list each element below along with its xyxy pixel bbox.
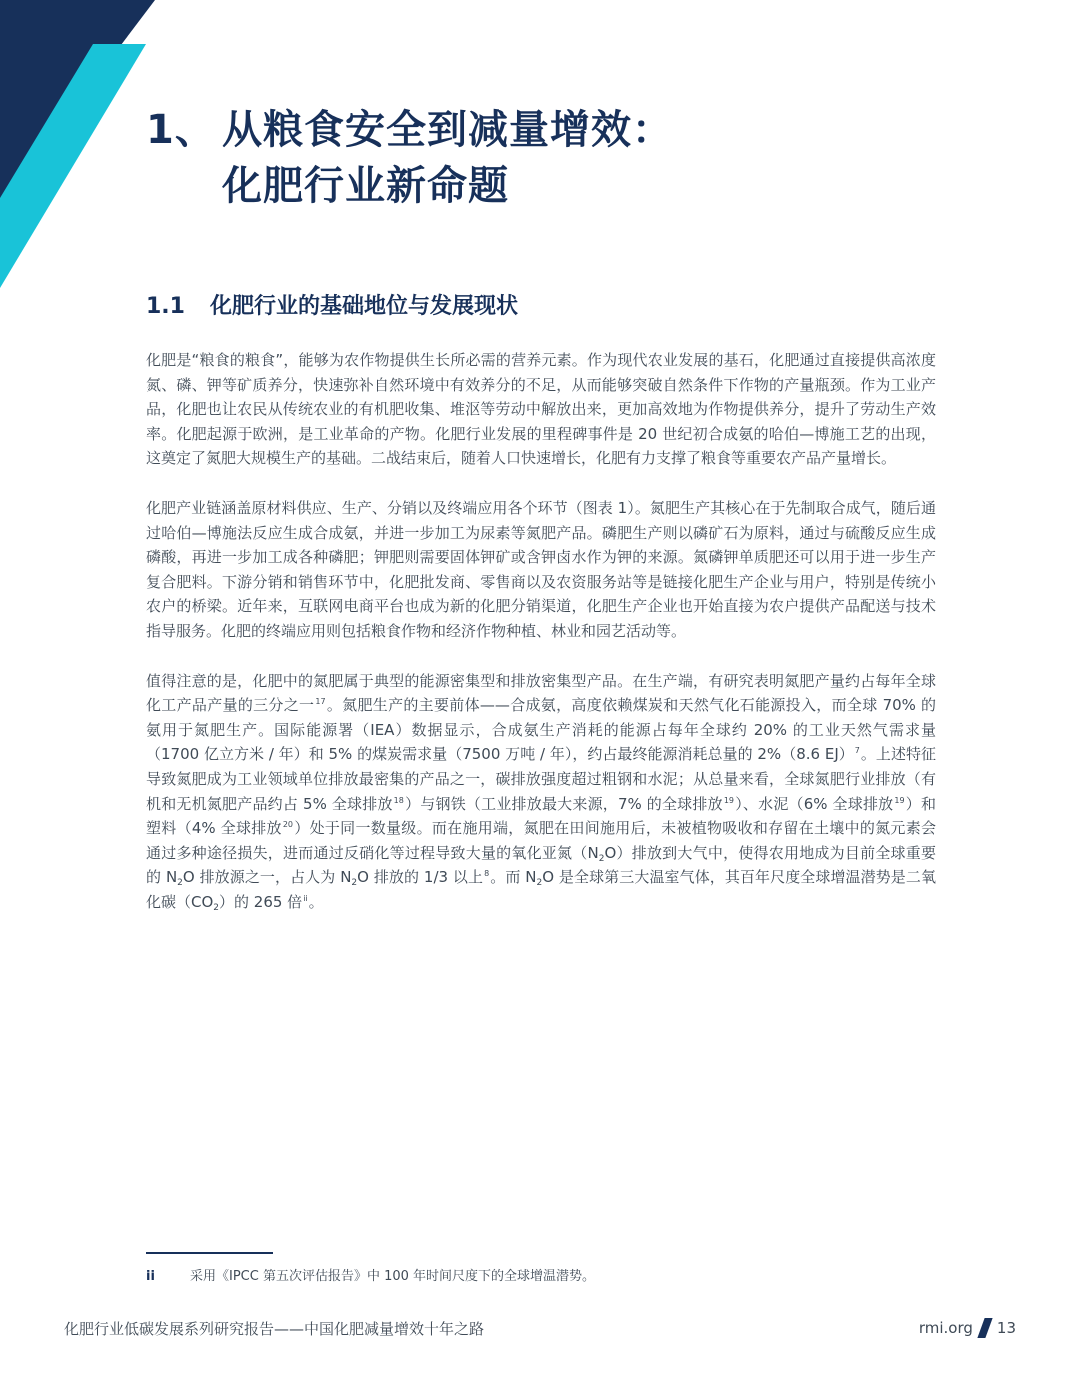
page-number: 13 (996, 1319, 1016, 1337)
subscript: 2 (598, 853, 605, 864)
chapter-title-line1: 从粮食安全到减量增效： (222, 107, 673, 153)
section-title (146, 291, 518, 323)
p3-text: 值得注意的是，化肥中的氮肥属于典型的能源密集型和排放密集型产品。在生产端，有研究表明氮肥产量约占每年全球化工产品产量的三分之一 (146, 671, 936, 715)
subscript: 2 (177, 878, 183, 889)
footnote-ref[interactable]: 19 (723, 795, 734, 805)
body-text (146, 348, 936, 939)
footer-page-info (919, 1318, 1016, 1338)
footnote-ref[interactable]: 20 (282, 820, 294, 830)
paragraph-2: 化肥产业链涵盖原材料供应、生产、分销以及终端应用各个环节（图表 1）。氮肥生产其核心在于先制取合成气，随后通过哈伯—博施法反应生成合成氨，并进一步加工为尿素等氮肥产品。磷肥生产则以磷矿石为原料，通过与硫酸反应生成磷酸，再进一步加工成各种磷肥；钾肥则需要固体钾矿或含钾卤水作为钾的来源。氮磷钾单质肥还可以用于进一步生产复合肥料。下游分销和销售环节中，化肥批发商、零售商以及农资服务站等是链接化肥生产企业与用户，特别是传统小农户的桥梁。近年来，互联网电商平台也成为新的化肥分销渠道，化肥生产企业也开始直接为农户提供产品配送与技术指导服务。化肥的终端应用则包括粮食作物和经济作物种植、林业和园艺活动等。 (146, 498, 936, 640)
subscript: 2 (213, 902, 220, 913)
footer-site-link[interactable]: rmi.org (918, 1319, 973, 1337)
p3-text: ）的 265 倍 (219, 892, 303, 911)
paragraph-3 (146, 669, 936, 915)
p3-text: 。上述特征导致氮肥成为工业领域单位排放最密集的产品之一，碳排放强度超过粗钢和水泥；从总量来看，全球氮肥行业排放（有机和无机氮肥产品约占 5% 全球排放 (146, 745, 936, 813)
paragraph-1: 化肥是“粮食的粮食”，能够为农作物提供生长所必需的营养元素。作为现代农业发展的基石，化肥通过直接提供高浓度氮、磷、钾等矿质养分，快速弥补自然环境中有效养分的不足，从而能够突破自然条件下作物的产量瓶颈。作为工业产品，化肥也让农民从传统农业的有机肥收集、堆沤等劳动中解放出来，更加高效地为作物提供养分，提升了劳动生产效率。化肥起源于欧洲，是工业革命的产物。化肥行业发展的里程碑事件是 20 世纪初合成氨的哈伯—博施工艺的出现，这奠定了氮肥大规模生产的基础。二战结束后，随着人口快速增长，化肥有力支撑了粮食等重要农产品产量增长。 (146, 351, 936, 468)
section-title-text: 化肥行业的基础地位与发展现状 (210, 294, 519, 319)
footnote-divider (146, 1252, 273, 1254)
p3-text: O 是全球第三大温室气体，其百年尺度全球增温潜势是二氧化碳（CO (146, 868, 936, 911)
footnote-ref[interactable]: 7 (854, 746, 860, 756)
footer-report-title: 化肥行业低碳发展系列研究报告——中国化肥减量增效十年之路 (64, 1320, 485, 1338)
subscript: 2 (536, 878, 543, 889)
section-number: 1.1 (146, 294, 185, 319)
footnote-ref[interactable]: ii (303, 893, 308, 903)
p3-text: O 排放源之一，占人为 N (182, 868, 352, 887)
p3-text: ）与钢铁（工业排放最大来源，7% 的全球排放 (404, 794, 723, 813)
footnote-ref[interactable]: 8 (484, 869, 490, 879)
p3-text: 。氮肥生产的主要前体——合成氨，高度依赖煤炭和天然气化石能源投入，而全球 70% 的氨用于氮肥生产。国际能源署（IEA）数据显示，合成氨生产消耗的能源占每年全球约 20% 的工业天然气需求量（1700 亿立方米 / 年）和 5% 的煤炭需求量（7500 万吨 / 年），约占最终能源消耗总量的 2%（8.6 EJ） (146, 696, 936, 764)
p3-text: O 排放的 1/3 以上 (357, 868, 484, 887)
slash-icon (977, 1318, 992, 1338)
footnote (146, 1267, 595, 1287)
footnote-ref[interactable]: 17 (315, 697, 326, 707)
footnote-ref[interactable]: 18 (393, 795, 404, 805)
p3-text: O）排放到大气中，使得农用地成为目前全球重要的 N (146, 843, 936, 887)
chapter-title-line2: 化肥行业新命题 (222, 163, 509, 209)
subscript: 2 (351, 878, 358, 889)
footnote-text: 采用《IPCC 第五次评估报告》中 100 年时间尺度下的全球增温潜势。 (190, 1269, 596, 1284)
p3-text: 。而 N (490, 868, 537, 887)
footnote-marker: ii (146, 1269, 155, 1284)
footnote-ref[interactable]: 19 (894, 795, 905, 805)
p3-text: ）和塑料（4% 全球排放 (146, 794, 936, 838)
p3-text: ）、水泥（6% 全球排放 (735, 794, 894, 813)
p3-text: ）处于同一数量级。而在施用端，氮肥在田间施用后，未被植物吸收和存留在土壤中的氮元素会通过多种途径损失，进而通过反硝化等过程导致大量的氧化亚氮（N (146, 819, 936, 862)
chapter-title (146, 102, 673, 214)
p3-text: 。 (308, 892, 324, 911)
chapter-number: 1、 (146, 107, 216, 153)
